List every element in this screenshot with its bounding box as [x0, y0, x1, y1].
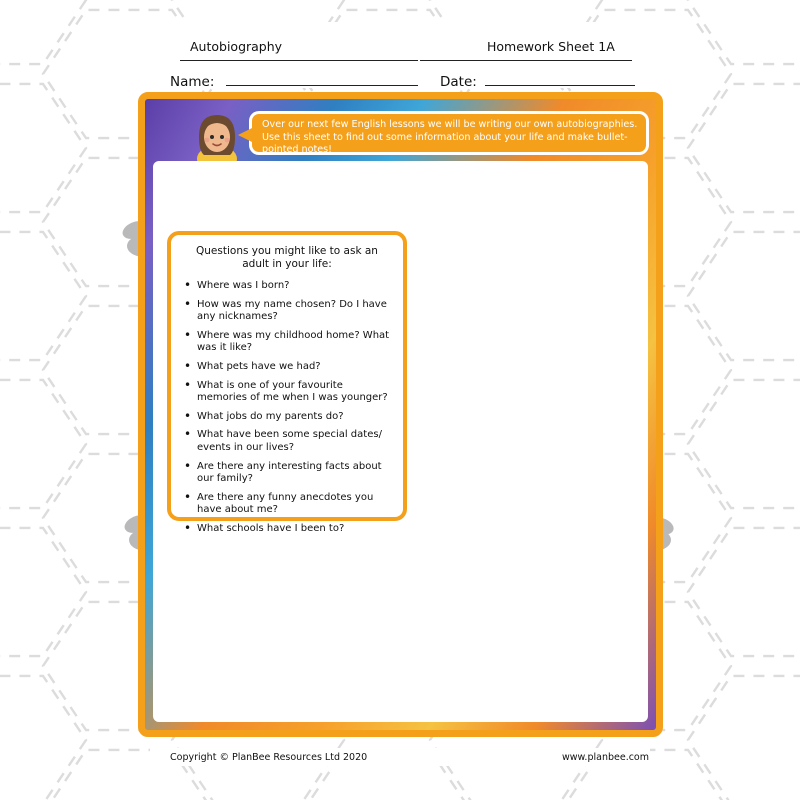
worksheet-title: Autobiography [190, 39, 283, 54]
worksheet-writing-area[interactable] [153, 161, 648, 722]
question-item: • What jobs do my parents do? [181, 411, 393, 424]
title-rule [180, 60, 418, 61]
date-label: Date: [440, 74, 477, 90]
notes-area[interactable] [415, 231, 640, 521]
question-item: • Are there any interesting facts about our family? [181, 461, 393, 486]
questions-list [181, 280, 393, 536]
question-item: • What have been some special dates/ events in our lives? [181, 429, 393, 454]
sheet-rule [420, 60, 632, 61]
question-item: • What pets have we had? [181, 361, 393, 374]
worksheet-body [138, 92, 663, 737]
question-item: • Are there any funny anecdotes you have about me? [181, 492, 393, 517]
sheet-label: Homework Sheet 1A [487, 39, 615, 54]
question-item: • How was my name chosen? Do I have any nicknames? [181, 299, 393, 324]
copyright-text: Copyright © PlanBee Resources Ltd 2020 [170, 752, 368, 763]
name-label: Name: [170, 74, 215, 90]
name-field-line[interactable] [226, 85, 418, 86]
website-link[interactable]: www.planbee.com [562, 752, 649, 763]
questions-box [167, 231, 407, 534]
intro-speech-bubble: Over our next few English lessons we will be writing our own autobiographies. Use this sheet to find out some information about your life and make bullet-pointed notes! [249, 111, 649, 155]
question-item: • What schools have I been to? [181, 523, 393, 536]
question-item: • Where was my childhood home? What was it like? [181, 330, 393, 355]
question-item: • Where was I born? [181, 280, 393, 293]
questions-title: Questions you might like to ask an adult in your life: [196, 245, 378, 270]
date-field-line[interactable] [485, 85, 635, 86]
question-item: • What is one of your favourite memories of me when I was younger? [181, 380, 393, 405]
avatar [189, 107, 245, 169]
